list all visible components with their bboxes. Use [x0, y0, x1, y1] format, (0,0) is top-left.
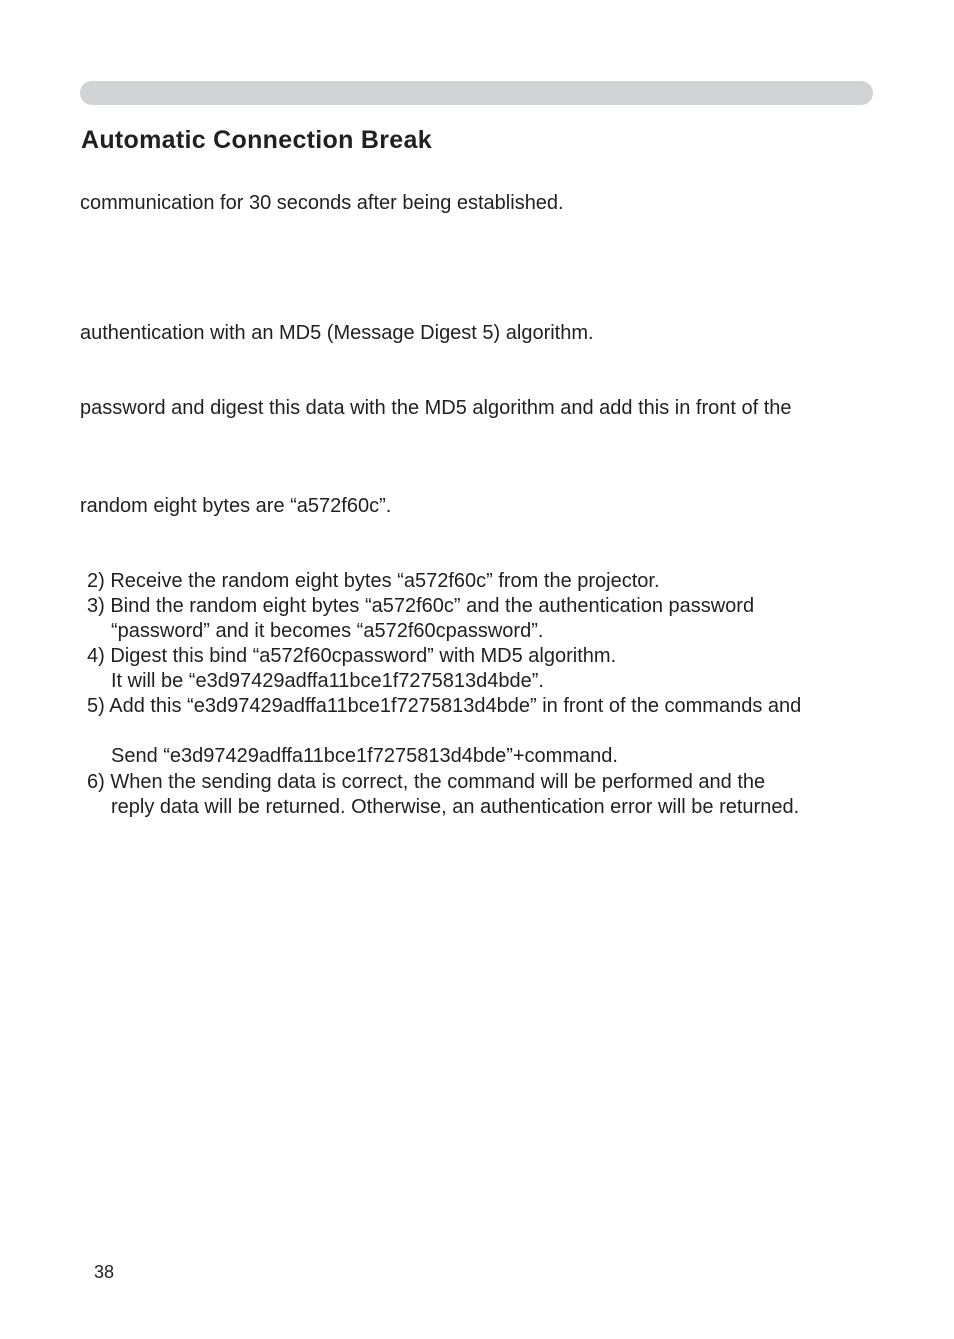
list-item-step-2: 2) Receive the random eight bytes “a572f60c” from the projector. — [87, 570, 660, 592]
text-line: authentication with an MD5 (Message Digest 5) algorithm. — [80, 322, 594, 344]
list-item-step-6-continued: reply data will be returned. Otherwise, an authentication error will be returned. — [111, 796, 800, 818]
list-item-step-3: 3) Bind the random eight bytes “a572f60c” and the authentication password — [87, 595, 755, 617]
list-item-step-5: 5) Add this “e3d97429adffa11bce1f7275813d4bde” in front of the commands and — [87, 695, 802, 717]
list-item-step-5-continued: Send “e3d97429adffa11bce1f7275813d4bde”+command. — [111, 745, 618, 767]
list-item-step-4: 4) Digest this bind “a572f60cpassword” with MD5 algorithm. — [87, 645, 617, 667]
text-line: random eight bytes are “a572f60c”. — [80, 495, 392, 517]
text-line: communication for 30 seconds after being established. — [80, 192, 564, 214]
section-header-bar — [80, 81, 873, 105]
page-number: 38 — [94, 1262, 115, 1282]
list-item-step-6: 6) When the sending data is correct, the command will be performed and the — [87, 771, 766, 793]
list-item-step-4-continued: It will be “e3d97429adffa11bce1f7275813d4bde”. — [111, 670, 544, 692]
text-line: password and digest this data with the MD5 algorithm and add this in front of the — [80, 397, 792, 419]
section-heading: Automatic Connection Break — [81, 126, 432, 154]
list-item-step-3-continued: “password” and it becomes “a572f60cpassword”. — [111, 620, 544, 642]
